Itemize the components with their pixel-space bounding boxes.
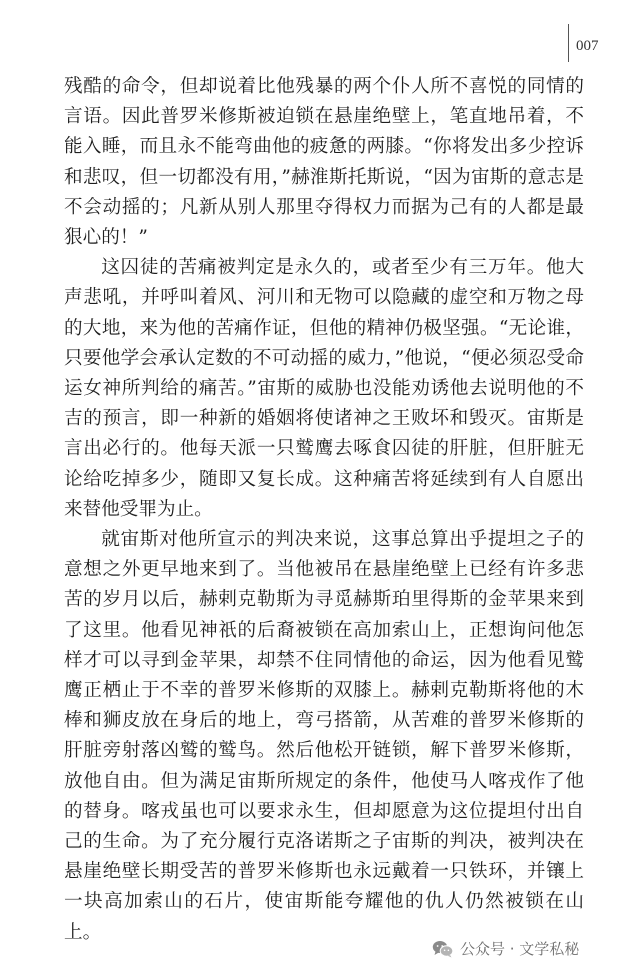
wechat-icon (432, 940, 454, 958)
paragraph-3: 就宙斯对他所宣示的判决来说，这事总算出乎提坦之子的意想之外更早地来到了。当他被吊在悬崖绝壁上已经有许多悲苦的岁月以后，赫剌克勒斯为寻觅赫斯珀里得斯的金苹果来到了这里。他看见神祇的后裔被锁在高加索山上，正想询问他怎样才可以寻到金苹果，却禁不住同情他的命运，因为他看见鹫鹰正栖止于不幸的普罗米修斯的双膝上。赫剌克勒斯将他的木棒和狮皮放在身后的地上，弯弓搭箭，从苦难的普罗米修斯的肝脏旁射落凶鹫的鹫鸟。然后他松开链锁，解下普罗米修斯，放他自由。但为满足宙斯所规定的条件，他使马人喀戎作了他的替身。喀戎虽也可以要求永生，但却愿意为这位提坦付出自己的生命。为了充分履行克洛诺斯之子宙斯的判决，被判决在悬崖绝壁长期受苦的普罗米修斯也永远戴着一只铁环，并镶上一块高加索山的石片，使宙斯能夸耀他的仇人仍然被锁在山上。 (64, 529, 584, 943)
header-divider (568, 24, 569, 62)
paragraph-2: 这囚徒的苦痛被判定是永久的，或者至少有三万年。他大声悲吼，并呼叫着风、河川和无物可以隐藏的虚空和万物之母的大地，来为他的苦痛作证，但他的精神仍极坚强。“无论谁，只要他学会承认定数的不可动摇的威力，”他说，“便必须忍受命运女神所判给的痛苦。”宙斯的威胁也没能劝诱他去说明他的不吉的预言，即一种新的婚姻将使诸神之王败坏和毁灭。宙斯是言出必行的。他每天派一只鹫鹰去啄食囚徒的肝脏，但肝脏无论给吃掉多少，随即又复长成。这种痛苦将延续到有人自愿出来替他受罪为止。 (64, 257, 584, 520)
watermark-text: 公众号 · 文学私秘 (460, 940, 580, 958)
watermark (432, 938, 579, 959)
paragraph-1: 残酷的命令，但却说着比他残暴的两个仆人所不喜悦的同情的言语。因此普罗米修斯被迫锁在悬崖绝壁上，笔直地吊着，不能入睡，而且永不能弯曲他的疲惫的两膝。“你将发出多少控诉和悲叹，但一切都没有用，”赫淮斯托斯说，“因为宙斯的意志是不会动摇的；凡新从别人那里夺得权力而据为己有的人都是最狠心的！” (64, 76, 584, 249)
body-text (64, 72, 584, 948)
page-number: 007 (576, 38, 599, 54)
